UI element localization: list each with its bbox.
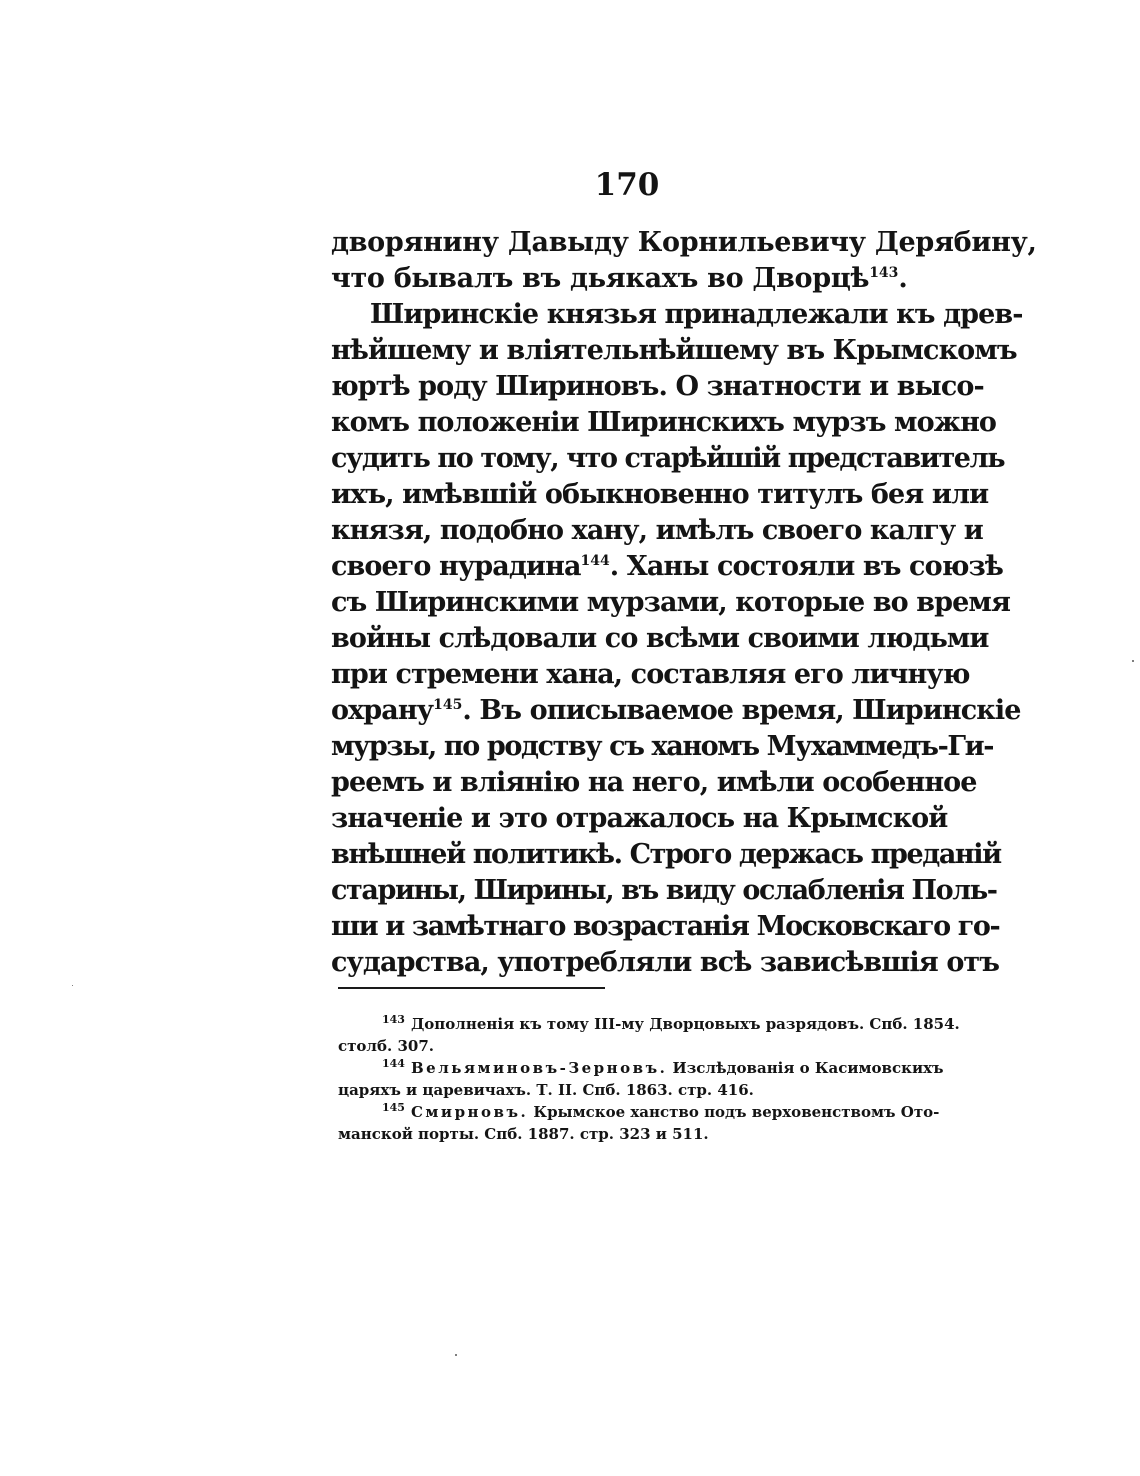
text-line: комъ положенiи Ширинскихъ мурзъ можно (331, 407, 997, 438)
footnote-ref: 145 (433, 697, 463, 713)
footnote-144-cont: царяхъ и царевичахъ. Т. II. Спб. 1863. стр. 416. (338, 1081, 754, 1099)
footnote-143-cont: столб. 307. (338, 1037, 434, 1055)
text-line: судить по тому, что старѣйшій представитель (331, 443, 1005, 474)
text-line: мурзы, по родству съ ханомъ Мухаммедъ-Ги- (331, 731, 994, 762)
footnote-145: $^{145}$ Смирновъ. Крымское ханство подъ верховенствомъ Ото- (382, 1101, 940, 1121)
footnote-145-cont: манской порты. Спб. 1887. стр. 323 и 511. (338, 1125, 709, 1143)
text-line: Ширинскіе князья принадлежали къ древ- (370, 299, 1023, 330)
text-line: юртѣ роду Шириновъ. О знатности и высо- (331, 371, 984, 402)
footnote-144: $^{144}$ Вельяминовъ-Зерновъ. Изслѣдованія о Касимовскихъ (382, 1057, 944, 1077)
text-line: охрану$^{145}$. Въ описываемое время, Ширинскіе (331, 695, 1021, 726)
text-line: своего нурадина$^{144}$. Ханы состояли въ союзѣ (331, 551, 1003, 582)
text-line: что бывалъ въ дьякахъ во Дворцѣ$^{143}$. (331, 263, 908, 294)
text-line: при стремени хана, составляя его личную (331, 659, 970, 690)
footnote-ref: 144 (580, 553, 610, 569)
scan-speck (72, 985, 73, 986)
scan-speck (455, 1354, 457, 1356)
text-line: внѣшней политикѣ. Строго держась преданій (331, 839, 1001, 870)
text-line: нѣйшему и влiятельнѣйшему въ Крымскомъ (331, 335, 1017, 366)
page-number: 170 (594, 167, 660, 203)
text-line: дворянину Давыду Корнильевичу Дерябину, (331, 227, 1037, 258)
scan-speck (1132, 660, 1134, 662)
text-line: значенiе и это отражалось на Крымской (331, 803, 948, 834)
text-line: старины, Ширины, въ виду ослабленія Поль- (331, 875, 997, 906)
text-line: ихъ, имѣвшій обыкновенно титулъ бея или (331, 479, 989, 510)
text-line: съ Ширинскими мурзами, которые во время (331, 587, 1011, 618)
text-line: ши и замѣтнаго возрастанія Московскаго го- (331, 911, 1000, 942)
text-line: реемъ и влiянiю на него, имѣли особенное (331, 767, 977, 798)
footnote-143: $^{143}$ Дополненія къ тому III-му Дворцовыхъ разрядовъ. Спб. 1854. (382, 1013, 960, 1033)
footnote-divider (338, 987, 605, 989)
text-line: войны слѣдовали со всѣми своими людьми (331, 623, 989, 654)
text-line: князя, подобно хану, имѣлъ своего калгу и (331, 515, 983, 546)
footnote-ref: 143 (869, 265, 899, 281)
text-line: сударства, употребляли всѣ зависѣвшiя отъ (331, 947, 1000, 978)
